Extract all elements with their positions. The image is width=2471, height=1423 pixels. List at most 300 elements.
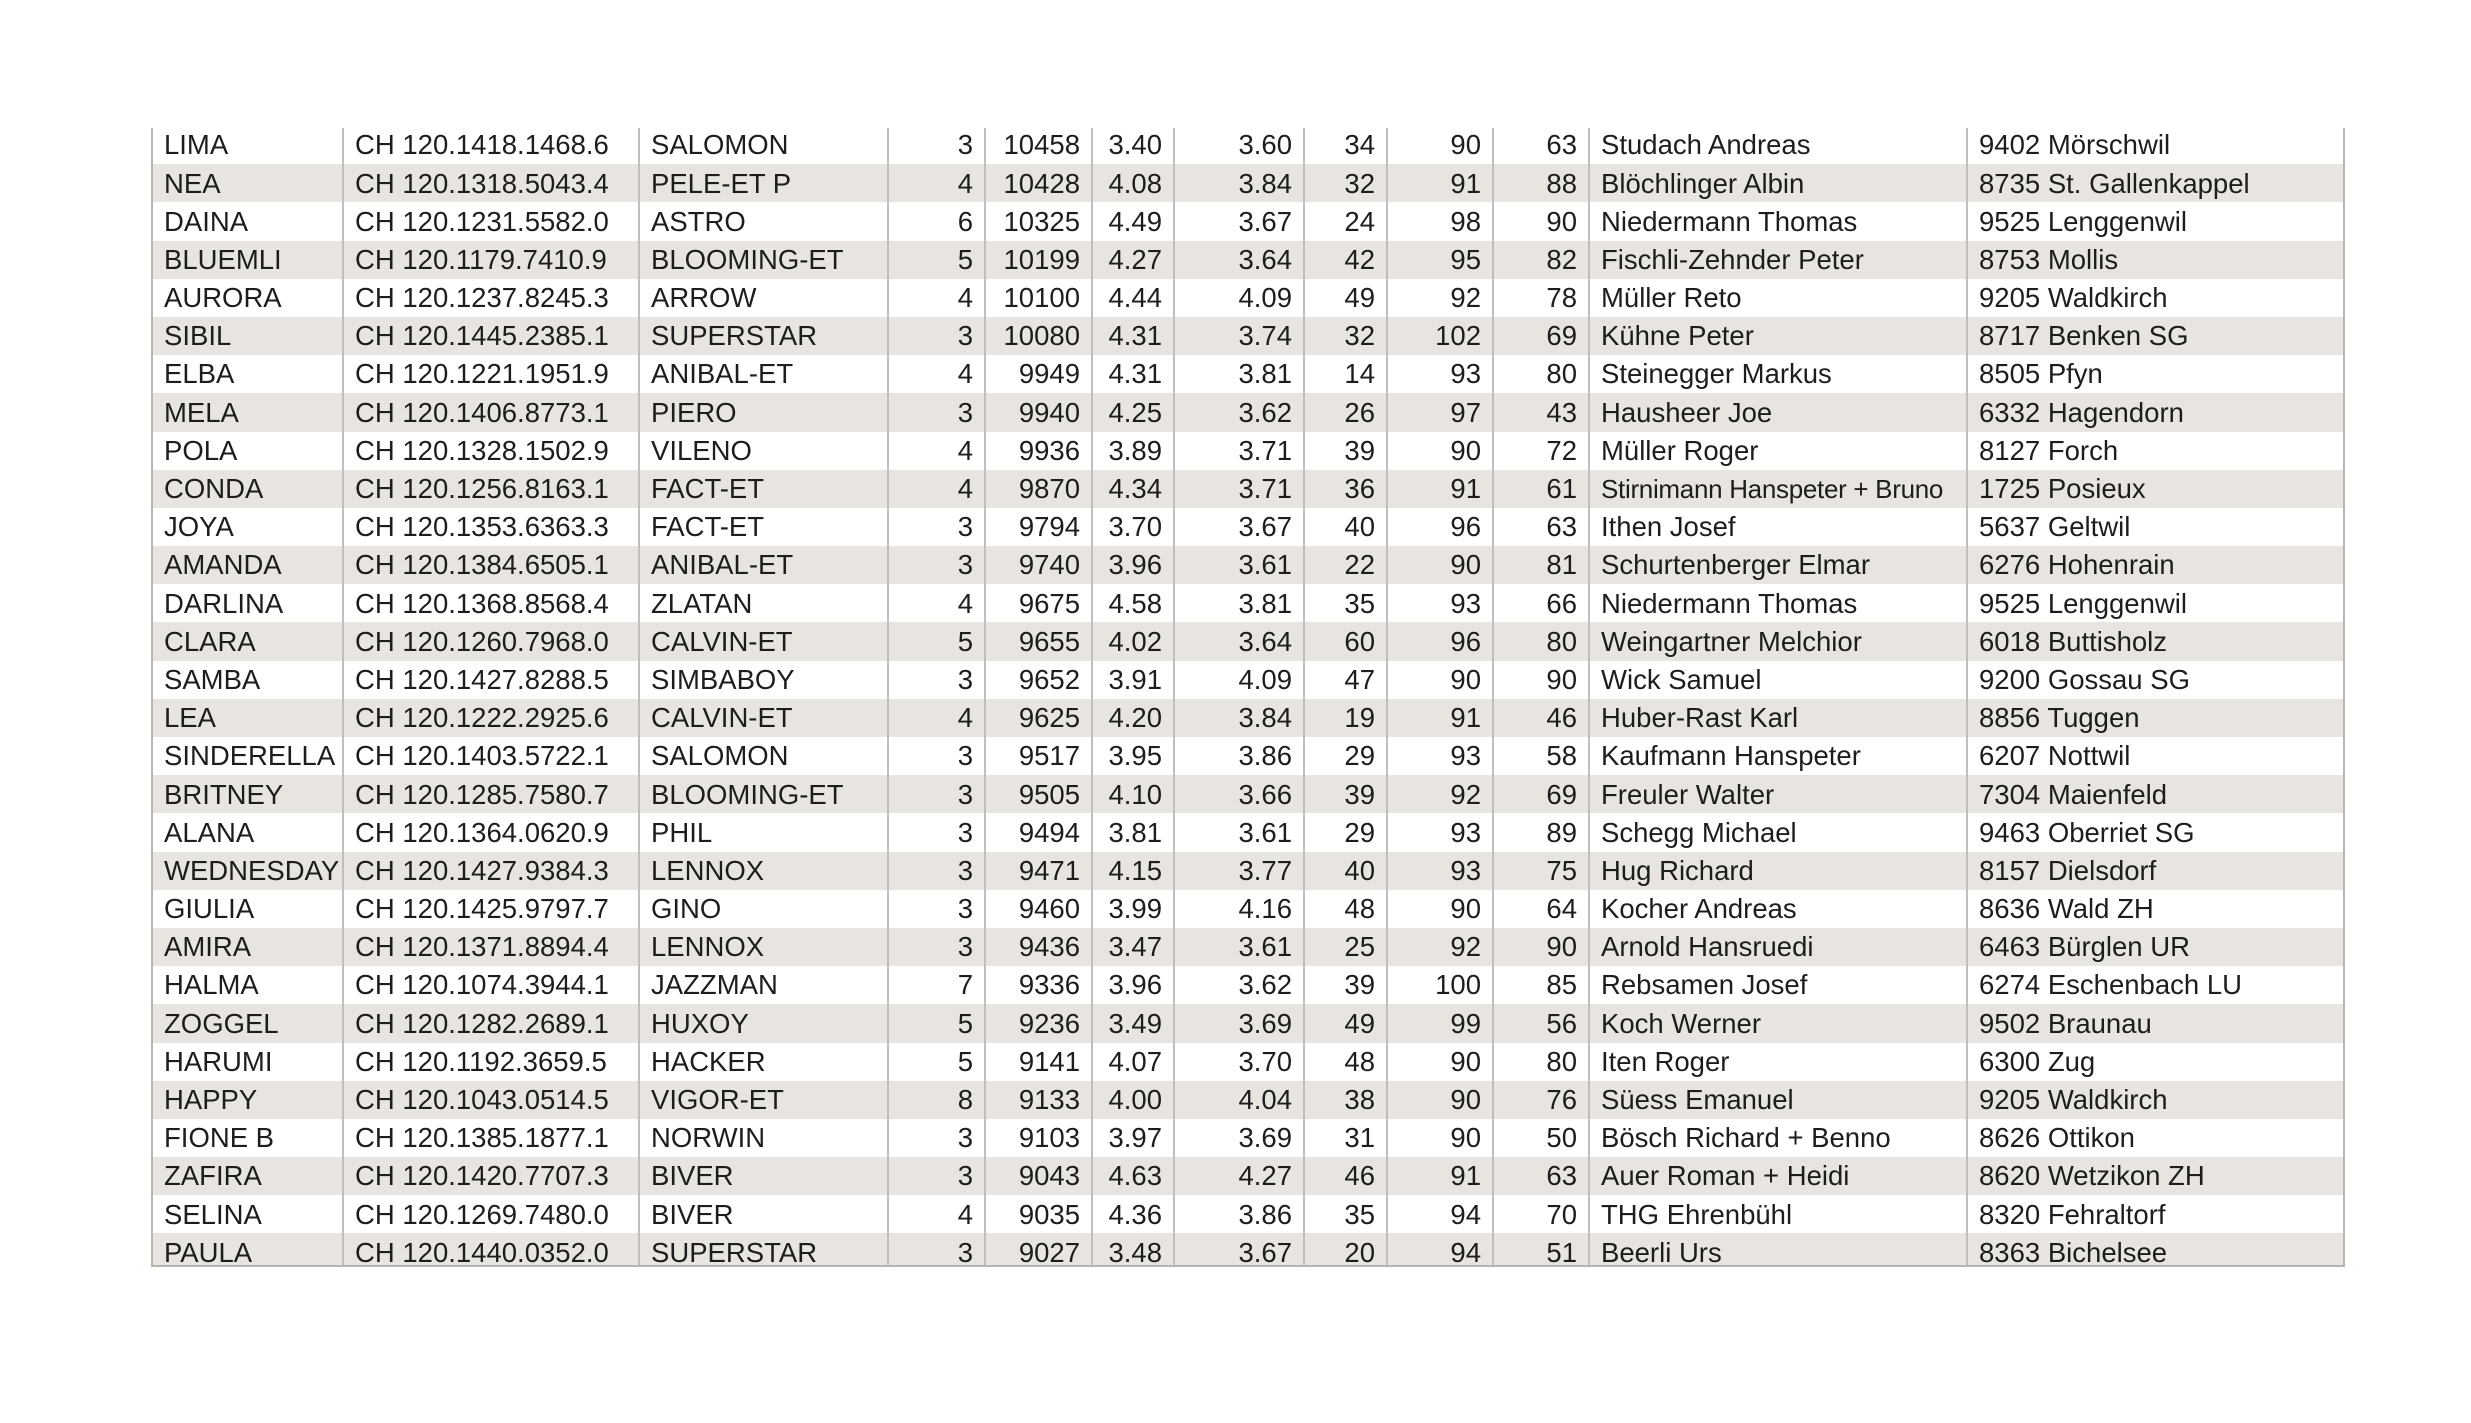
cell-col-9: 91 xyxy=(1387,1157,1493,1195)
cell-col-8: 46 xyxy=(1304,1157,1387,1195)
cell-col-8: 42 xyxy=(1304,241,1387,279)
cell-col-10: 85 xyxy=(1493,966,1589,1004)
cell-location: 8505 Pfyn xyxy=(1967,355,2343,393)
cell-milk-kg: 9517 xyxy=(985,737,1092,775)
cell-milk-kg: 9236 xyxy=(985,1004,1092,1042)
cell-milk-kg: 9652 xyxy=(985,661,1092,699)
cell-protein-pct: 4.16 xyxy=(1174,890,1304,928)
cell-location: 8127 Forch xyxy=(1967,432,2343,470)
cell-protein-pct: 3.64 xyxy=(1174,241,1304,279)
cell-milk-kg: 9655 xyxy=(985,622,1092,660)
cell-sire: ASTRO xyxy=(639,202,888,240)
cell-lactations: 3 xyxy=(888,128,985,164)
cell-location: 6274 Eschenbach LU xyxy=(1967,966,2343,1004)
cell-location: 9502 Braunau xyxy=(1967,1004,2343,1042)
cell-col-8: 48 xyxy=(1304,1043,1387,1081)
cell-sire: FACT-ET xyxy=(639,508,888,546)
table-row xyxy=(153,661,2343,699)
cell-milk-kg: 9675 xyxy=(985,584,1092,622)
cell-owner: Schegg Michael xyxy=(1589,813,1967,851)
cell-col-8: 40 xyxy=(1304,852,1387,890)
cell-lactations: 3 xyxy=(888,393,985,431)
cell-lactations: 4 xyxy=(888,470,985,508)
cell-col-9: 90 xyxy=(1387,661,1493,699)
cell-fat-pct: 4.10 xyxy=(1092,775,1174,813)
cell-col-9: 92 xyxy=(1387,775,1493,813)
cell-fat-pct: 3.40 xyxy=(1092,128,1174,164)
cell-location: 9525 Lenggenwil xyxy=(1967,584,2343,622)
cell-milk-kg: 10199 xyxy=(985,241,1092,279)
cell-milk-kg: 9027 xyxy=(985,1233,1092,1267)
cell-protein-pct: 3.77 xyxy=(1174,852,1304,890)
cell-location: 6018 Buttisholz xyxy=(1967,622,2343,660)
table-row xyxy=(153,584,2343,622)
cell-lactations: 3 xyxy=(888,508,985,546)
cell-col-9: 99 xyxy=(1387,1004,1493,1042)
cell-col-8: 38 xyxy=(1304,1081,1387,1119)
cell-protein-pct: 3.66 xyxy=(1174,775,1304,813)
cell-fat-pct: 3.99 xyxy=(1092,890,1174,928)
table-row xyxy=(153,202,2343,240)
cell-col-9: 92 xyxy=(1387,279,1493,317)
cell-col-8: 39 xyxy=(1304,432,1387,470)
cell-fat-pct: 3.96 xyxy=(1092,546,1174,584)
cell-fat-pct: 4.07 xyxy=(1092,1043,1174,1081)
cell-cow-name: SINDERELLA xyxy=(153,737,343,775)
cell-location: 8856 Tuggen xyxy=(1967,699,2343,737)
cell-col-10: 63 xyxy=(1493,1157,1589,1195)
cell-col-9: 90 xyxy=(1387,546,1493,584)
cell-fat-pct: 4.02 xyxy=(1092,622,1174,660)
cell-col-10: 78 xyxy=(1493,279,1589,317)
cell-fat-pct: 4.31 xyxy=(1092,317,1174,355)
cell-location: 8753 Mollis xyxy=(1967,241,2343,279)
cell-location: 8735 St. Gallenkappel xyxy=(1967,164,2343,202)
cell-fat-pct: 3.47 xyxy=(1092,928,1174,966)
cell-col-8: 32 xyxy=(1304,317,1387,355)
cell-col-10: 63 xyxy=(1493,128,1589,164)
cell-location: 6463 Bürglen UR xyxy=(1967,928,2343,966)
cell-protein-pct: 3.69 xyxy=(1174,1004,1304,1042)
cell-location: 8636 Wald ZH xyxy=(1967,890,2343,928)
cell-protein-pct: 3.81 xyxy=(1174,355,1304,393)
cell-sire: SALOMON xyxy=(639,128,888,164)
cell-animal-id: CH 120.1237.8245.3 xyxy=(343,279,639,317)
cell-cow-name: HAPPY xyxy=(153,1081,343,1119)
table-row xyxy=(153,890,2343,928)
cell-animal-id: CH 120.1269.7480.0 xyxy=(343,1195,639,1233)
cell-protein-pct: 4.09 xyxy=(1174,661,1304,699)
cell-col-8: 14 xyxy=(1304,355,1387,393)
cell-sire: JAZZMAN xyxy=(639,966,888,1004)
cell-sire: PIERO xyxy=(639,393,888,431)
cell-cow-name: LIMA xyxy=(153,128,343,164)
cell-owner: Freuler Walter xyxy=(1589,775,1967,813)
cell-milk-kg: 10325 xyxy=(985,202,1092,240)
cell-sire: ANIBAL-ET xyxy=(639,546,888,584)
cell-col-9: 97 xyxy=(1387,393,1493,431)
cell-cow-name: JOYA xyxy=(153,508,343,546)
cell-cow-name: ELBA xyxy=(153,355,343,393)
cell-fat-pct: 4.15 xyxy=(1092,852,1174,890)
cell-sire: BLOOMING-ET xyxy=(639,775,888,813)
table-row xyxy=(153,164,2343,202)
cell-milk-kg: 9336 xyxy=(985,966,1092,1004)
cell-cow-name: AURORA xyxy=(153,279,343,317)
table-row xyxy=(153,546,2343,584)
cell-sire: LENNOX xyxy=(639,928,888,966)
cell-animal-id: CH 120.1260.7968.0 xyxy=(343,622,639,660)
cell-lactations: 4 xyxy=(888,432,985,470)
table-row xyxy=(153,1157,2343,1195)
table-row xyxy=(153,737,2343,775)
cell-col-10: 63 xyxy=(1493,508,1589,546)
cell-cow-name: PAULA xyxy=(153,1233,343,1267)
cell-owner: Iten Roger xyxy=(1589,1043,1967,1081)
cell-lactations: 3 xyxy=(888,317,985,355)
cell-animal-id: CH 120.1231.5582.0 xyxy=(343,202,639,240)
cell-col-10: 90 xyxy=(1493,661,1589,699)
cell-cow-name: ZOGGEL xyxy=(153,1004,343,1042)
cell-col-8: 24 xyxy=(1304,202,1387,240)
cell-col-9: 92 xyxy=(1387,928,1493,966)
cell-animal-id: CH 120.1425.9797.7 xyxy=(343,890,639,928)
cell-animal-id: CH 120.1043.0514.5 xyxy=(343,1081,639,1119)
data-table xyxy=(153,128,2343,1267)
cell-owner: Blöchlinger Albin xyxy=(1589,164,1967,202)
cell-col-8: 20 xyxy=(1304,1233,1387,1267)
table-row xyxy=(153,241,2343,279)
cell-col-10: 75 xyxy=(1493,852,1589,890)
table-row xyxy=(153,928,2343,966)
cell-cow-name: SAMBA xyxy=(153,661,343,699)
cell-lactations: 3 xyxy=(888,661,985,699)
cell-owner: Auer Roman + Heidi xyxy=(1589,1157,1967,1195)
table-row xyxy=(153,128,2343,164)
cell-cow-name: BRITNEY xyxy=(153,775,343,813)
cell-col-9: 93 xyxy=(1387,584,1493,622)
cell-protein-pct: 3.71 xyxy=(1174,470,1304,508)
cell-col-9: 95 xyxy=(1387,241,1493,279)
cell-lactations: 3 xyxy=(888,775,985,813)
cell-col-8: 25 xyxy=(1304,928,1387,966)
cell-location: 9205 Waldkirch xyxy=(1967,1081,2343,1119)
cell-lactations: 3 xyxy=(888,813,985,851)
cell-sire: HUXOY xyxy=(639,1004,888,1042)
cell-protein-pct: 3.64 xyxy=(1174,622,1304,660)
cell-sire: ZLATAN xyxy=(639,584,888,622)
cell-sire: SIMBABOY xyxy=(639,661,888,699)
cell-fat-pct: 3.95 xyxy=(1092,737,1174,775)
cell-col-10: 82 xyxy=(1493,241,1589,279)
table-row xyxy=(153,622,2343,660)
cell-protein-pct: 3.62 xyxy=(1174,393,1304,431)
cell-fat-pct: 4.63 xyxy=(1092,1157,1174,1195)
cell-location: 6207 Nottwil xyxy=(1967,737,2343,775)
cell-milk-kg: 9949 xyxy=(985,355,1092,393)
cell-location: 8717 Benken SG xyxy=(1967,317,2343,355)
cell-cow-name: LEA xyxy=(153,699,343,737)
cell-col-8: 49 xyxy=(1304,1004,1387,1042)
cell-col-8: 22 xyxy=(1304,546,1387,584)
cell-owner: Kaufmann Hanspeter xyxy=(1589,737,1967,775)
cell-col-8: 39 xyxy=(1304,775,1387,813)
cell-col-9: 91 xyxy=(1387,699,1493,737)
cell-owner: Arnold Hansruedi xyxy=(1589,928,1967,966)
cell-owner: Müller Reto xyxy=(1589,279,1967,317)
cell-fat-pct: 3.89 xyxy=(1092,432,1174,470)
cell-owner: Niedermann Thomas xyxy=(1589,584,1967,622)
cell-col-8: 32 xyxy=(1304,164,1387,202)
cell-lactations: 5 xyxy=(888,1004,985,1042)
cell-animal-id: CH 120.1420.7707.3 xyxy=(343,1157,639,1195)
cell-location: 8157 Dielsdorf xyxy=(1967,852,2343,890)
cell-sire: FACT-ET xyxy=(639,470,888,508)
cell-col-9: 90 xyxy=(1387,1119,1493,1157)
cell-col-9: 91 xyxy=(1387,470,1493,508)
cell-col-10: 51 xyxy=(1493,1233,1589,1267)
cell-col-9: 100 xyxy=(1387,966,1493,1004)
table-row xyxy=(153,699,2343,737)
cell-sire: VILENO xyxy=(639,432,888,470)
cell-location: 9463 Oberriet SG xyxy=(1967,813,2343,851)
cell-cow-name: CONDA xyxy=(153,470,343,508)
table-row xyxy=(153,355,2343,393)
cell-col-8: 35 xyxy=(1304,1195,1387,1233)
cell-fat-pct: 3.81 xyxy=(1092,813,1174,851)
table-row xyxy=(153,775,2343,813)
cell-protein-pct: 3.69 xyxy=(1174,1119,1304,1157)
cell-col-8: 26 xyxy=(1304,393,1387,431)
cell-fat-pct: 3.91 xyxy=(1092,661,1174,699)
cell-lactations: 5 xyxy=(888,241,985,279)
cell-sire: LENNOX xyxy=(639,852,888,890)
cell-protein-pct: 3.84 xyxy=(1174,164,1304,202)
cell-owner: Kühne Peter xyxy=(1589,317,1967,355)
cell-owner: Hug Richard xyxy=(1589,852,1967,890)
cell-milk-kg: 9740 xyxy=(985,546,1092,584)
cell-milk-kg: 10458 xyxy=(985,128,1092,164)
cell-col-10: 56 xyxy=(1493,1004,1589,1042)
cell-col-9: 90 xyxy=(1387,432,1493,470)
cell-owner: Koch Werner xyxy=(1589,1004,1967,1042)
cell-animal-id: CH 120.1074.3944.1 xyxy=(343,966,639,1004)
cell-col-9: 96 xyxy=(1387,622,1493,660)
cell-lactations: 3 xyxy=(888,1157,985,1195)
cell-animal-id: CH 120.1371.8894.4 xyxy=(343,928,639,966)
cell-col-10: 69 xyxy=(1493,775,1589,813)
cell-cow-name: AMIRA xyxy=(153,928,343,966)
cell-animal-id: CH 120.1222.2925.6 xyxy=(343,699,639,737)
cell-lactations: 3 xyxy=(888,1119,985,1157)
cell-milk-kg: 9035 xyxy=(985,1195,1092,1233)
cell-animal-id: CH 120.1192.3659.5 xyxy=(343,1043,639,1081)
cell-col-8: 31 xyxy=(1304,1119,1387,1157)
cell-fat-pct: 4.31 xyxy=(1092,355,1174,393)
cell-protein-pct: 3.67 xyxy=(1174,508,1304,546)
cell-location: 9205 Waldkirch xyxy=(1967,279,2343,317)
cell-owner: Beerli Urs xyxy=(1589,1233,1967,1267)
cell-fat-pct: 3.70 xyxy=(1092,508,1174,546)
cell-col-8: 35 xyxy=(1304,584,1387,622)
cell-protein-pct: 4.04 xyxy=(1174,1081,1304,1119)
cell-fat-pct: 3.96 xyxy=(1092,966,1174,1004)
cell-col-9: 93 xyxy=(1387,355,1493,393)
cell-col-9: 98 xyxy=(1387,202,1493,240)
cell-animal-id: CH 120.1418.1468.6 xyxy=(343,128,639,164)
cell-animal-id: CH 120.1427.8288.5 xyxy=(343,661,639,699)
cell-protein-pct: 3.81 xyxy=(1174,584,1304,622)
cell-sire: BLOOMING-ET xyxy=(639,241,888,279)
cell-col-9: 94 xyxy=(1387,1195,1493,1233)
cell-milk-kg: 9794 xyxy=(985,508,1092,546)
cell-location: 9402 Mörschwil xyxy=(1967,128,2343,164)
cell-col-10: 43 xyxy=(1493,393,1589,431)
cell-protein-pct: 4.27 xyxy=(1174,1157,1304,1195)
cell-fat-pct: 4.49 xyxy=(1092,202,1174,240)
cell-lactations: 4 xyxy=(888,279,985,317)
cell-location: 9200 Gossau SG xyxy=(1967,661,2343,699)
cell-protein-pct: 4.09 xyxy=(1174,279,1304,317)
cell-col-8: 47 xyxy=(1304,661,1387,699)
cell-fat-pct: 4.36 xyxy=(1092,1195,1174,1233)
cell-cow-name: MELA xyxy=(153,393,343,431)
cell-cow-name: SELINA xyxy=(153,1195,343,1233)
cell-lactations: 3 xyxy=(888,1233,985,1267)
cell-milk-kg: 9460 xyxy=(985,890,1092,928)
cell-owner: Weingartner Melchior xyxy=(1589,622,1967,660)
table-row xyxy=(153,813,2343,851)
cell-milk-kg: 9625 xyxy=(985,699,1092,737)
cell-lactations: 7 xyxy=(888,966,985,1004)
cell-protein-pct: 3.86 xyxy=(1174,1195,1304,1233)
cell-cow-name: BLUEMLI xyxy=(153,241,343,279)
cell-cow-name: SIBIL xyxy=(153,317,343,355)
cell-sire: NORWIN xyxy=(639,1119,888,1157)
cell-col-10: 90 xyxy=(1493,928,1589,966)
cell-col-9: 90 xyxy=(1387,128,1493,164)
cell-protein-pct: 3.84 xyxy=(1174,699,1304,737)
cell-location: 9525 Lenggenwil xyxy=(1967,202,2343,240)
table-row xyxy=(153,1119,2343,1157)
cell-col-10: 76 xyxy=(1493,1081,1589,1119)
cell-cow-name: CLARA xyxy=(153,622,343,660)
cell-owner: Niedermann Thomas xyxy=(1589,202,1967,240)
cell-col-8: 29 xyxy=(1304,813,1387,851)
cell-sire: ANIBAL-ET xyxy=(639,355,888,393)
cell-protein-pct: 3.67 xyxy=(1174,1233,1304,1267)
cell-milk-kg: 9940 xyxy=(985,393,1092,431)
table-row xyxy=(153,1004,2343,1042)
cell-milk-kg: 10080 xyxy=(985,317,1092,355)
cell-animal-id: CH 120.1256.8163.1 xyxy=(343,470,639,508)
cell-col-10: 72 xyxy=(1493,432,1589,470)
cell-fat-pct: 3.97 xyxy=(1092,1119,1174,1157)
cell-cow-name: DARLINA xyxy=(153,584,343,622)
cell-owner: Hausheer Joe xyxy=(1589,393,1967,431)
cell-milk-kg: 9505 xyxy=(985,775,1092,813)
cell-owner: Bösch Richard + Benno xyxy=(1589,1119,1967,1157)
cell-animal-id: CH 120.1282.2689.1 xyxy=(343,1004,639,1042)
cell-col-8: 39 xyxy=(1304,966,1387,1004)
cell-milk-kg: 9436 xyxy=(985,928,1092,966)
cell-col-9: 102 xyxy=(1387,317,1493,355)
cell-animal-id: CH 120.1328.1502.9 xyxy=(343,432,639,470)
cell-milk-kg: 9043 xyxy=(985,1157,1092,1195)
cell-protein-pct: 3.74 xyxy=(1174,317,1304,355)
cell-col-10: 64 xyxy=(1493,890,1589,928)
table-row xyxy=(153,470,2343,508)
cell-protein-pct: 3.61 xyxy=(1174,928,1304,966)
cell-owner: Huber-Rast Karl xyxy=(1589,699,1967,737)
table-row xyxy=(153,1081,2343,1119)
cell-lactations: 3 xyxy=(888,737,985,775)
cell-lactations: 3 xyxy=(888,928,985,966)
cell-col-8: 40 xyxy=(1304,508,1387,546)
cell-col-10: 66 xyxy=(1493,584,1589,622)
table-row xyxy=(153,317,2343,355)
cell-owner: Ithen Josef xyxy=(1589,508,1967,546)
cell-col-9: 93 xyxy=(1387,852,1493,890)
cell-protein-pct: 3.60 xyxy=(1174,128,1304,164)
cell-cow-name: NEA xyxy=(153,164,343,202)
cell-protein-pct: 3.67 xyxy=(1174,202,1304,240)
cell-sire: PHIL xyxy=(639,813,888,851)
cell-col-8: 60 xyxy=(1304,622,1387,660)
cell-owner: Schurtenberger Elmar xyxy=(1589,546,1967,584)
cell-col-8: 29 xyxy=(1304,737,1387,775)
cell-col-9: 93 xyxy=(1387,737,1493,775)
cell-milk-kg: 9494 xyxy=(985,813,1092,851)
cell-milk-kg: 9471 xyxy=(985,852,1092,890)
cell-fat-pct: 3.49 xyxy=(1092,1004,1174,1042)
cell-owner: Müller Roger xyxy=(1589,432,1967,470)
cell-col-10: 69 xyxy=(1493,317,1589,355)
cell-location: 8620 Wetzikon ZH xyxy=(1967,1157,2343,1195)
cell-owner: Kocher Andreas xyxy=(1589,890,1967,928)
cell-location: 1725 Posieux xyxy=(1967,470,2343,508)
cell-lactations: 3 xyxy=(888,546,985,584)
cell-fat-pct: 4.08 xyxy=(1092,164,1174,202)
cell-lactations: 4 xyxy=(888,1195,985,1233)
cell-col-10: 81 xyxy=(1493,546,1589,584)
cell-col-10: 70 xyxy=(1493,1195,1589,1233)
cell-fat-pct: 4.27 xyxy=(1092,241,1174,279)
table-row xyxy=(153,432,2343,470)
cell-sire: VIGOR-ET xyxy=(639,1081,888,1119)
cell-protein-pct: 3.62 xyxy=(1174,966,1304,1004)
cell-owner: THG Ehrenbühl xyxy=(1589,1195,1967,1233)
cell-lactations: 6 xyxy=(888,202,985,240)
table-row xyxy=(153,852,2343,890)
cell-animal-id: CH 120.1384.6505.1 xyxy=(343,546,639,584)
cell-col-10: 80 xyxy=(1493,622,1589,660)
cell-sire: CALVIN-ET xyxy=(639,622,888,660)
cell-animal-id: CH 120.1353.6363.3 xyxy=(343,508,639,546)
cell-sire: BIVER xyxy=(639,1195,888,1233)
cell-col-10: 88 xyxy=(1493,164,1589,202)
cell-cow-name: WEDNESDAY xyxy=(153,852,343,890)
cell-col-9: 90 xyxy=(1387,1043,1493,1081)
cell-lactations: 3 xyxy=(888,890,985,928)
cell-fat-pct: 4.00 xyxy=(1092,1081,1174,1119)
cell-fat-pct: 4.20 xyxy=(1092,699,1174,737)
cell-sire: HACKER xyxy=(639,1043,888,1081)
cell-animal-id: CH 120.1385.1877.1 xyxy=(343,1119,639,1157)
cell-lactations: 4 xyxy=(888,699,985,737)
cell-sire: SUPERSTAR xyxy=(639,1233,888,1267)
cell-protein-pct: 3.61 xyxy=(1174,546,1304,584)
